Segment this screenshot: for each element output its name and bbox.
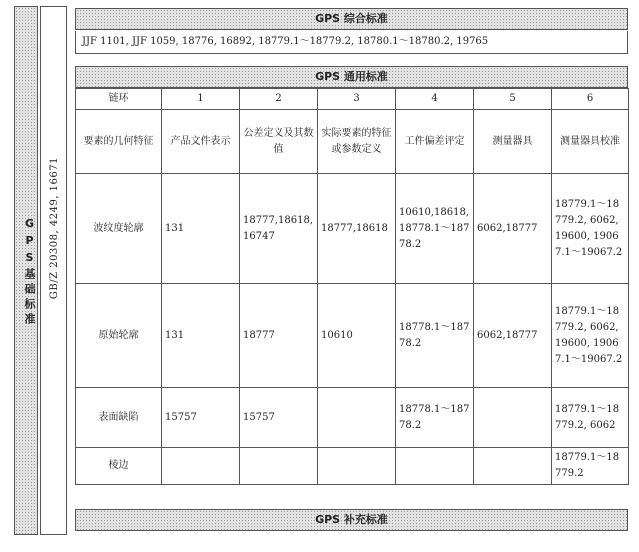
chain-number: 3 bbox=[318, 89, 396, 110]
column-header: 测量器具校准 bbox=[552, 110, 629, 174]
table-cell: 10610 bbox=[318, 284, 396, 388]
chain-number: 5 bbox=[474, 89, 552, 110]
table-cell: 131 bbox=[162, 174, 240, 284]
column-header-row bbox=[76, 110, 629, 174]
table-cell: 18777,18618 bbox=[318, 174, 396, 284]
column-header: 要素的几何特征 bbox=[76, 110, 162, 174]
table-cell: 18779.1～18779.2 bbox=[552, 448, 629, 485]
general-standards-header: GPS 通用标准 bbox=[75, 66, 628, 88]
table-cell bbox=[162, 448, 240, 485]
table-cell: 18777,18618,16747 bbox=[240, 174, 318, 284]
column-header: 测量器具 bbox=[474, 110, 552, 174]
table-cell: 18778.1～18778.2 bbox=[396, 388, 474, 448]
table-cell bbox=[240, 448, 318, 485]
chain-number: 1 bbox=[162, 89, 240, 110]
feature-cell: 原始轮廓 bbox=[76, 284, 162, 388]
feature-cell: 表面缺陷 bbox=[76, 388, 162, 448]
feature-cell: 波纹度轮廓 bbox=[76, 174, 162, 284]
general-standards-table bbox=[75, 88, 629, 485]
table-cell bbox=[474, 448, 552, 485]
gbz-standards-strip bbox=[40, 6, 67, 535]
table-cell: 15757 bbox=[162, 388, 240, 448]
comprehensive-standards-list: JJF 1101, JJF 1059, 18776, 16892, 18779.1～18779.2, 18780.1～18780.2, 19765 bbox=[75, 31, 628, 54]
chain-row bbox=[76, 89, 629, 110]
table-cell: 18777 bbox=[240, 284, 318, 388]
gps-basic-label: GPS基础标准 bbox=[23, 217, 36, 328]
gbz-label: GB/Z 20308, 4249, 16671 bbox=[49, 157, 60, 300]
chain-label: 链环 bbox=[76, 89, 162, 110]
table-cell bbox=[474, 388, 552, 448]
chain-number: 6 bbox=[552, 89, 629, 110]
table-cell: 15757 bbox=[240, 388, 318, 448]
table-row bbox=[76, 448, 629, 485]
column-header: 实际要素的特征或参数定义 bbox=[318, 110, 396, 174]
table-row bbox=[76, 284, 629, 388]
supplementary-standards-header: GPS 补充标准 bbox=[75, 509, 628, 531]
table-row bbox=[76, 174, 629, 284]
table-cell: 18779.1～18779.2, 6062 bbox=[552, 388, 629, 448]
chain-number: 4 bbox=[396, 89, 474, 110]
column-header: 工件偏差评定 bbox=[396, 110, 474, 174]
table-cell bbox=[318, 388, 396, 448]
table-cell: 10610,18618,18778.1～18778.2 bbox=[396, 174, 474, 284]
chain-number: 2 bbox=[240, 89, 318, 110]
gps-basic-standards-strip bbox=[14, 6, 38, 535]
table-row bbox=[76, 388, 629, 448]
column-header: 产品文件表示 bbox=[162, 110, 240, 174]
table-cell bbox=[396, 448, 474, 485]
table-cell: 6062,18777 bbox=[474, 284, 552, 388]
table-cell: 18779.1～18779.2, 6062, 19600, 19067.1～19067.2 bbox=[552, 174, 629, 284]
table-cell: 18778.1～18778.2 bbox=[396, 284, 474, 388]
comprehensive-standards-header: GPS 综合标准 bbox=[75, 8, 628, 30]
table-cell: 131 bbox=[162, 284, 240, 388]
table-cell bbox=[318, 448, 396, 485]
table-cell: 18779.1～18779.2, 6062, 19600, 19067.1～19067.2 bbox=[552, 284, 629, 388]
column-header: 公差定义及其数值 bbox=[240, 110, 318, 174]
table-cell: 6062,18777 bbox=[474, 174, 552, 284]
feature-cell: 棱边 bbox=[76, 448, 162, 485]
